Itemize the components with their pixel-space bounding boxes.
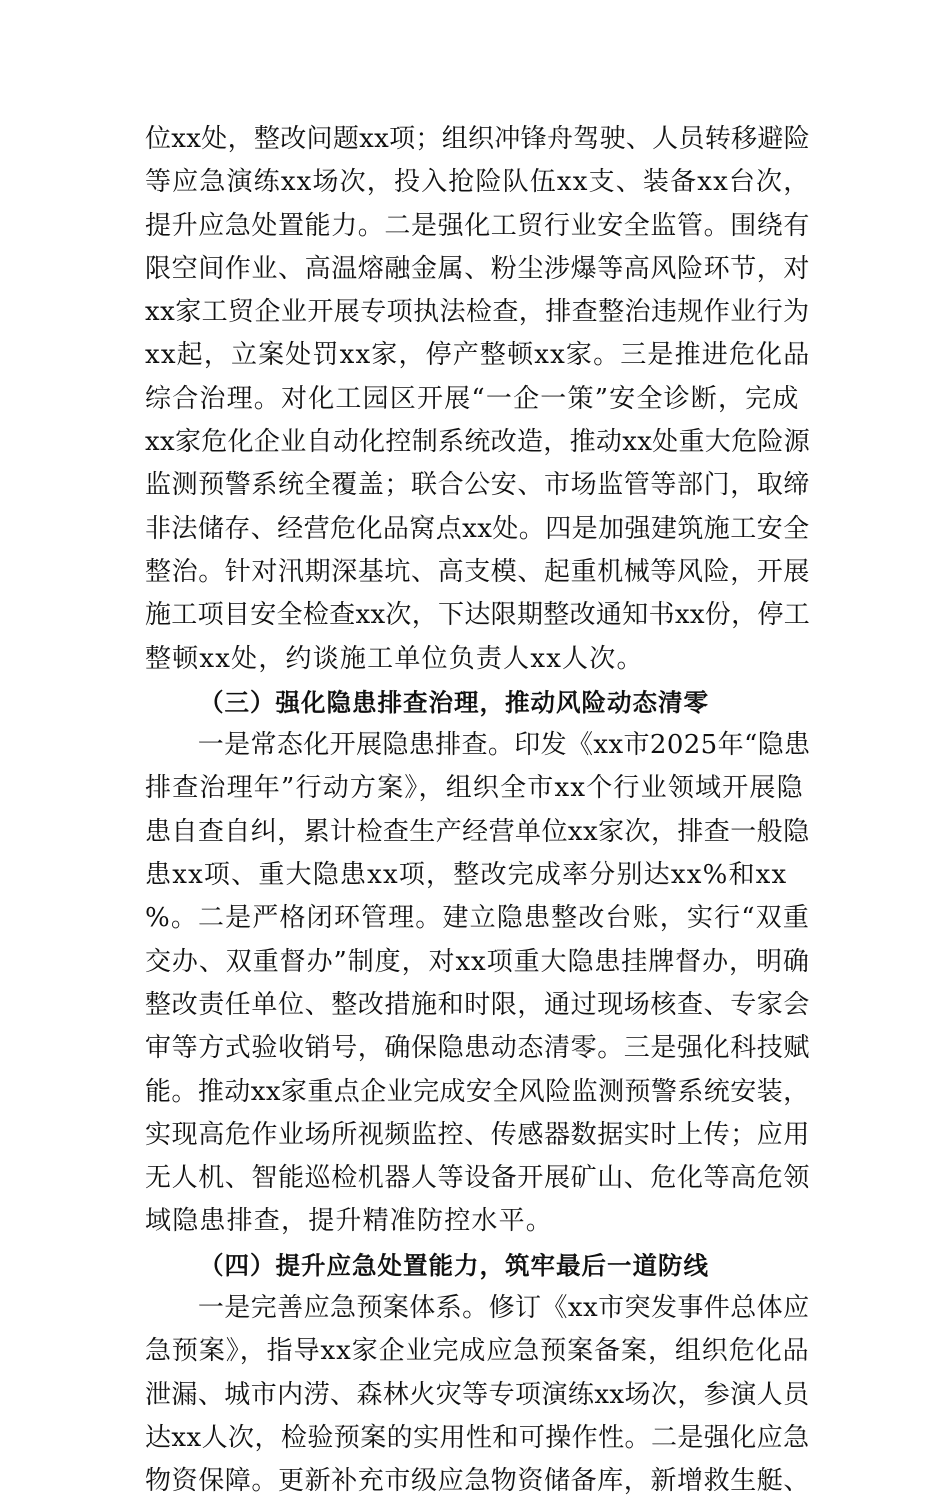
paragraph-line: 审等方式验收销号，确保隐患动态清零。三是强化科技赋 — [145, 1033, 811, 1064]
paragraph-line: 监测预警系统全覆盖；联合公安、市场监管等部门，取缔 — [145, 470, 811, 501]
paragraph-line: 排查治理年”行动方案》，组织全市xx个行业领域开展隐 — [145, 773, 804, 804]
paragraph-line: 提升应急处置能力。二是强化工贸行业安全监管。围绕有 — [145, 210, 811, 241]
paragraph-line: 交办、双重督办”制度，对xx项重大隐患挂牌督办，明确 — [145, 946, 810, 977]
paragraph-line: 一是完善应急预案体系。修订《xx市突发事件总体应 — [145, 1293, 810, 1324]
paragraph-line: 施工项目安全检查xx次，下达限期整改通知书xx份，停工 — [145, 600, 811, 631]
document-body — [145, 118, 810, 1504]
paragraph-line: 整顿xx处，约谈施工单位负责人xx人次。 — [145, 643, 644, 674]
paragraph-line: 等应急演练xx场次，投入抢险队伍xx支、装备xx台次， — [145, 167, 811, 198]
paragraph-line: xx家危化企业自动化控制系统改造，推动xx处重大危险源 — [145, 427, 811, 458]
paragraph-line: 非法储存、经营危化品窝点xx处。四是加强建筑施工安全 — [145, 513, 810, 544]
paragraph-line: 位xx处，整改问题xx项；组织冲锋舟驾驶、人员转移避险 — [145, 124, 811, 154]
paragraph-line: 实现高危作业场所视频监控、传感器数据实时上传；应用 — [145, 1119, 811, 1150]
paragraph-line: 一是常态化开展隐患排查。印发《xx市2025年“隐患 — [145, 730, 811, 761]
paragraph-line: 整改责任单位、整改措施和时限，通过现场核查、专家会 — [145, 989, 811, 1020]
paragraph-line: 无人机、智能巡检机器人等设备开展矿山、危化等高危领 — [145, 1163, 811, 1194]
paragraph-line: %。二是严格闭环管理。建立隐患整改台账，实行“双重 — [145, 903, 810, 934]
paragraph-line: 能。推动xx家重点企业完成安全风险监测预警系统安装， — [145, 1076, 810, 1107]
paragraph-line: xx起，立案处罚xx家，停产整顿xx家。三是推进危化品 — [145, 340, 811, 371]
paragraph-line: 达xx人次，检验预案的实用性和可操作性。二是强化应急 — [145, 1422, 810, 1453]
section-heading: （三）强化隐患排查治理，推动风险动态清零 — [199, 687, 709, 717]
paragraph-line: xx家工贸企业开展专项执法检查，排查整治违规作业行为 — [145, 297, 810, 328]
paragraph-line: 急预案》，指导xx家企业完成应急预案备案，组织危化品 — [145, 1336, 810, 1367]
paragraph-line: 限空间作业、高温熔融金属、粉尘涉爆等高风险环节，对 — [145, 253, 811, 284]
paragraph-line: 综合治理。对化工园区开展“一企一策”安全诊断，完成 — [145, 383, 800, 414]
paragraph-line: 物资保障。更新补充市级应急物资储备库，新增救生艇、 — [145, 1466, 811, 1497]
paragraph-line: 患自查自纠，累计检查生产经营单位xx家次，排查一般隐 — [145, 816, 810, 847]
paragraph-line: 整治。针对汛期深基坑、高支模、起重机械等风险，开展 — [145, 556, 811, 587]
paragraph-line: 泄漏、城市内涝、森林火灾等专项演练xx场次，参演人员 — [145, 1379, 810, 1410]
paragraph-line: 患xx项、重大隐患xx项，整改完成率分别达xx%和xx — [145, 860, 788, 891]
section-heading: （四）提升应急处置能力，筑牢最后一道防线 — [199, 1250, 709, 1280]
paragraph-line: 域隐患排查，提升精准防控水平。 — [145, 1206, 554, 1237]
